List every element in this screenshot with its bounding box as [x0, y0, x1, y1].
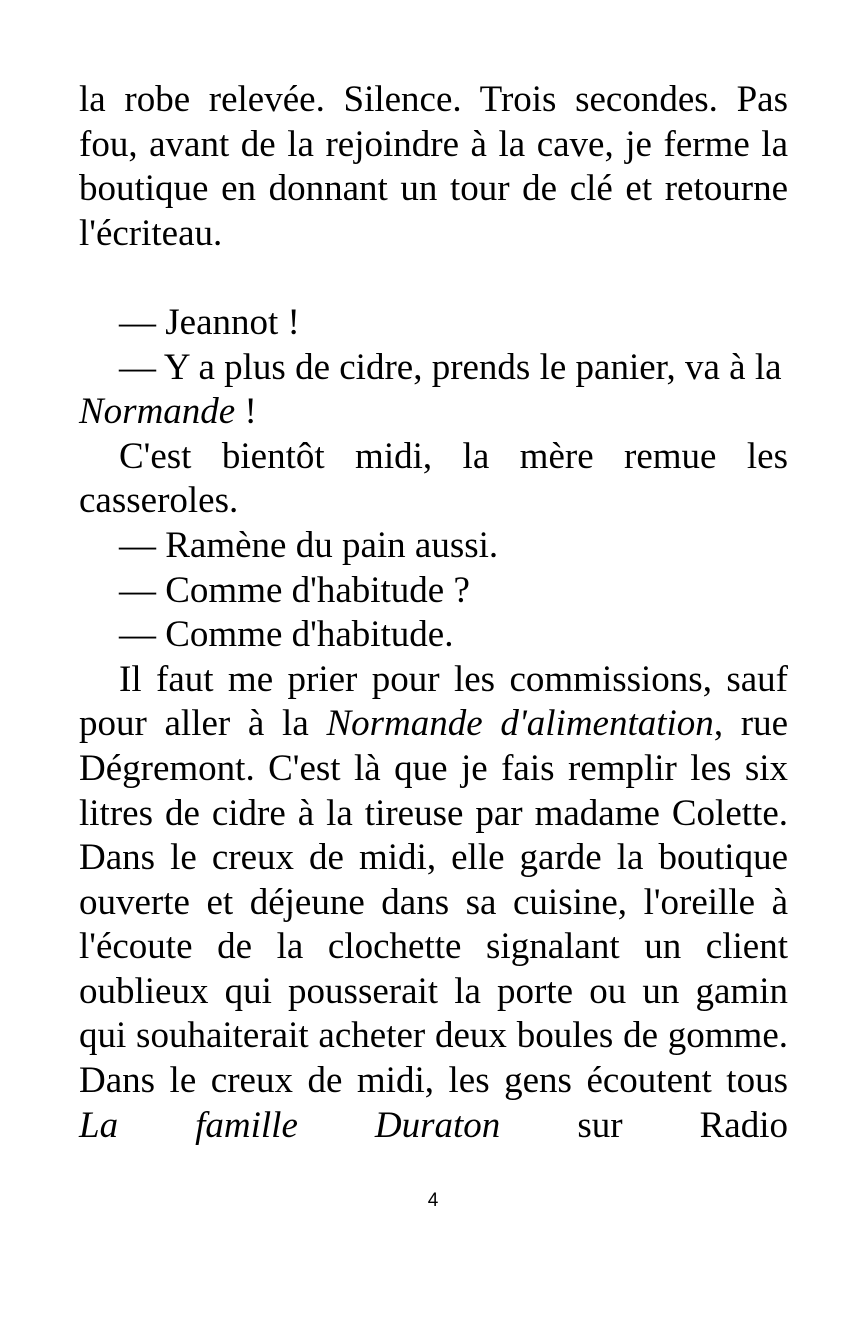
paragraph-midi: C'est bientôt midi, la mère remue les casseroles.: [79, 435, 788, 522]
dialogue-cidre-text: — Y a plus de cidre, prends le panier, va à la: [119, 346, 782, 388]
dialogue-line-habitude-question: — Comme d'habitude ?: [119, 569, 470, 611]
paragraph-commissions: [79, 658, 788, 1149]
dialogue-cidre-end: !: [235, 391, 257, 433]
italic-normande: Normande: [79, 391, 236, 433]
dialogue-line-jeannot: — Jeannot !: [119, 301, 300, 343]
commissions-text-b: , rue Dégremont. C'est là que je fais remplir les six litres de cidre à la tireuse par madame Colette. Dans le creux de midi, elle garde la boutique ouverte et déjeune dans sa cuisine, l'oreille à l'écoute de la clochette signalant un client oublieux qui pousserait la porte ou un gamin qui souhaiterait acheter deux boules de gomme. Dans le creux de midi, les gens écoutent tous: [79, 703, 788, 1102]
italic-normande-alimentation: Normande d'alimentation: [326, 703, 714, 745]
page-body: [79, 78, 788, 1148]
paragraph-opening: la robe relevée. Silence. Trois secondes. Pas fou, avant de la rejoindre à la cave, je ferme la boutique en donnant un tour de clé et retourne l'écriteau.: [79, 79, 788, 254]
commissions-text-a: Il faut me prier pour les commissions, sauf pour aller à la: [79, 658, 788, 745]
dialogue-line-cidre: [79, 346, 788, 435]
dialogue-line-habitude-answer: — Comme d'habitude.: [119, 614, 454, 656]
paragraph-spacer: [79, 256, 788, 301]
dialogue-line-pain: — Ramène du pain aussi.: [119, 524, 499, 566]
page-number: 4: [427, 1190, 439, 1211]
italic-famille-duraton: La famille Duraton: [79, 1104, 501, 1146]
commissions-text-c: sur Radio: [500, 1104, 788, 1146]
